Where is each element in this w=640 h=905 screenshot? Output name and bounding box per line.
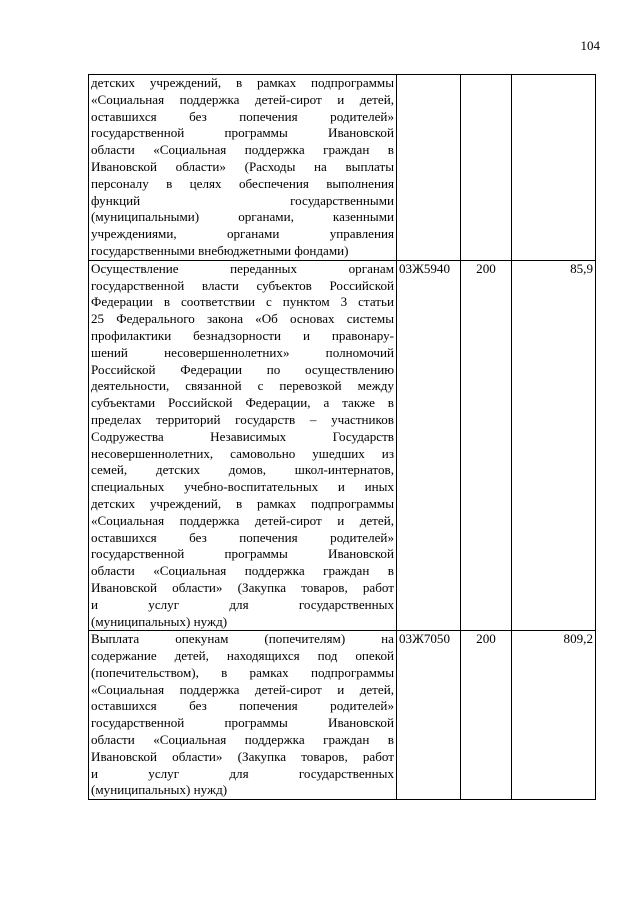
amount-value: 809,2 (512, 631, 596, 800)
description-line: шений несовершеннолетних» полномочий (91, 344, 394, 360)
description-line: детских учреждений, в рамках подпрограммы (91, 495, 394, 511)
description-line: государственными внебюджетными фондами) (91, 242, 349, 258)
description-line: области «Социальная поддержка граждан в (91, 563, 394, 579)
budget-table (88, 74, 596, 800)
description-line: и услуг для государственных (91, 765, 394, 781)
description-line: Содружества Независимых Государств (91, 428, 394, 444)
amount-value: 85,9 (512, 260, 596, 631)
description-line: государственной программы Ивановской (91, 546, 394, 562)
target-article-code: 03Ж7050 (397, 631, 461, 800)
amount-value (512, 75, 596, 261)
description-line: (муниципальных) нужд) (91, 613, 228, 629)
description-line: Российской Федерации по осуществлению (91, 361, 394, 377)
description-line: Ивановской области» (Расходы на выплаты (91, 158, 394, 174)
description-line: профилактики безнадзорности и правонару- (91, 327, 394, 343)
page-number: 104 (580, 38, 600, 53)
expense-type-code (461, 75, 512, 261)
description-line: персоналу в целях обеспечения выполнения (91, 175, 394, 191)
description-line: субъектами Российской Федерации, а также в (91, 395, 394, 411)
description-line: оставшихся без попечения родителей» (91, 698, 394, 714)
description-line: и услуг для государственных (91, 596, 394, 612)
table-row (89, 631, 596, 800)
description-line: пределах территорий государств – участников (91, 411, 394, 427)
description-line: семей, детских домов, школ-интернатов, (91, 462, 394, 478)
description-line: (муниципальных) нужд) (91, 782, 228, 798)
expense-type-code: 200 (461, 631, 512, 800)
description-line: Осуществление переданных органам (91, 260, 394, 276)
description-line: (попечительством), в рамках подпрограммы (91, 664, 394, 680)
target-article-code: 03Ж5940 (397, 260, 461, 631)
table-row (89, 75, 596, 261)
row-description (89, 631, 397, 800)
description-line: несовершеннолетних, самовольно ушедших из (91, 445, 394, 461)
description-line: Ивановской области» (Закупка товаров, работ (91, 579, 394, 595)
description-line: Ивановской области» (Закупка товаров, работ (91, 748, 394, 764)
row-description (89, 260, 397, 631)
description-line: области «Социальная поддержка граждан в (91, 732, 394, 748)
description-line: 25 Федерального закона «Об основах системы (91, 311, 394, 327)
description-line: «Социальная поддержка детей-сирот и детей, (91, 681, 394, 697)
description-line: государственной программы Ивановской (91, 125, 394, 141)
row-description (89, 75, 397, 261)
description-line: оставшихся без попечения родителей» (91, 529, 394, 545)
description-line: (муниципальными) органами, казенными (91, 209, 394, 225)
description-line: области «Социальная поддержка граждан в (91, 142, 394, 158)
description-line: Федерации в соответствии с пунктом 3 статьи (91, 294, 394, 310)
table-row (89, 260, 596, 631)
description-line: государственной программы Ивановской (91, 715, 394, 731)
description-line: государственной власти субъектов Российской (91, 277, 394, 293)
expense-type-code: 200 (461, 260, 512, 631)
description-line: «Социальная поддержка детей-сирот и детей, (91, 512, 394, 528)
description-line: оставшихся без попечения родителей» (91, 108, 394, 124)
description-line: специальных учебно-воспитательных и иных (91, 479, 394, 495)
description-line: содержание детей, находящихся под опекой (91, 648, 394, 664)
description-line: детских учреждений, в рамках подпрограммы (91, 75, 394, 90)
description-line: функций государственными (91, 192, 394, 208)
description-line: «Социальная поддержка детей-сирот и детей, (91, 91, 394, 107)
description-line: деятельности, связанной с перевозкой между (91, 378, 394, 394)
description-line: учреждениями, органами управления (91, 226, 394, 242)
target-article-code (397, 75, 461, 261)
description-line: Выплата опекунам (попечителям) на (91, 631, 394, 647)
